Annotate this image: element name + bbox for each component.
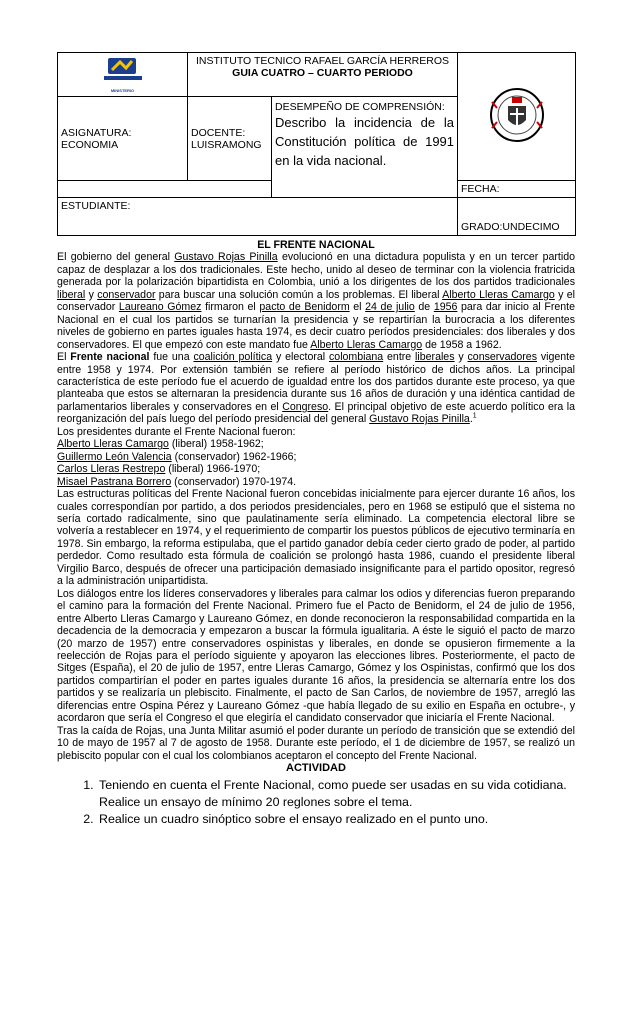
link-coalicion-politica[interactable]: coalición política <box>193 351 273 364</box>
performance-cell <box>272 97 458 198</box>
activity-item: 2. Realice un cuadro sinóptico sobre el ensayo realizado en el punto uno. <box>97 811 575 828</box>
document-page <box>57 52 575 828</box>
link-conservador[interactable]: conservador <box>97 288 156 301</box>
president-detail: (conservador) 1970-1974. <box>171 475 297 488</box>
link-1956[interactable]: 1956 <box>433 301 458 314</box>
president-detail: (liberal) 1958-1962; <box>168 438 264 451</box>
link-president-name[interactable]: Guillermo León Valencia <box>57 450 172 463</box>
right-logo-cell <box>458 53 576 181</box>
text-run: entre <box>383 351 416 364</box>
header-table <box>57 52 576 236</box>
text-run: para buscar una solución común a los problemas. El liberal <box>155 288 443 301</box>
grade-cell <box>458 198 576 236</box>
text-run: y <box>454 351 468 364</box>
link-president-name[interactable]: Carlos Lleras Restrepo <box>57 463 166 476</box>
president-detail: (liberal) 1966-1970; <box>165 463 261 476</box>
text-run: y el conservador <box>57 288 575 314</box>
document-title: EL FRENTE NACIONAL <box>257 239 375 251</box>
teacher-cell <box>188 97 272 181</box>
guide-title: GUIA CUATRO – CUARTO PERIODO <box>232 67 413 79</box>
teacher-label: DOCENTE: <box>191 126 246 139</box>
president-item <box>57 476 575 488</box>
ministry-logo-text: MINISTERIO <box>110 88 135 93</box>
text-run: evolucionó en una dictadura populista y en un tercer partido capaz de desplazar a los dos tradicionales. Este hecho, unido al deseo de terminar con la violencia fratricida generada por la polarización bipartidista en Colombia, unió a los dirigentes de los dos partidos tradicionales <box>57 251 576 289</box>
document-body <box>57 239 575 774</box>
text-run: el <box>349 301 366 314</box>
grade-label: GRADO:UNDECIMO <box>461 221 560 233</box>
text-run: . <box>469 413 473 426</box>
text-run: firmaron el <box>201 301 260 314</box>
date-cell <box>458 181 576 198</box>
link-liberal[interactable]: liberal <box>57 288 86 301</box>
link-congreso[interactable]: Congreso <box>282 400 329 413</box>
text-run: y electoral <box>272 351 329 364</box>
paragraph-4: Los diálogos entre los líderes conservadores y liberales para calmar los odios y diferencias fueron preparando el camino para la formación del Frente Nacional. Primero fue el Pacto de Benidorm, el 24 de julio de 1956, entre Alberto Lleras Camargo y Laureano Gómez, en donde reconocieron la responsabilidad compartida en la decadencia de la democracia y empezaron a buscar la fórmula igualitaria. A éste le siguió el pacto de marzo (20 marzo de 1957) entre conservadores ospinistas y liberales, en donde se opusieron firmemente a la reelección de Rojas para el período siguiente y apoyaron las elecciones libres. Posteriormente, el pacto de Sitges (España), el 20 de julio de 1957, entre Lleras Camargo, Gómez y los Ospinistas, confirmó que los dos partidos compartirían el poder en partes iguales durante 16 años, la presidencia se alternaría entre los dos partidos y se realizaría un plebiscito. Finalmente, el pacto de San Carlos, de noviembre de 1957, arregló las diferencias entre Ospina Pérez y Laureano Gómez -que había llegado de su exilio en España en octubre-, y acordaron que sería el Congreso el que elegiría el candidato conservador que iniciaría el Frente Nacional. <box>57 587 575 725</box>
subject-cell <box>58 97 188 181</box>
text-run: . El principal objetivo de este acuerdo político era la reorganización del país luego del período presidencial del general <box>57 400 575 426</box>
link-alberto-lleras-camargo-2[interactable]: Alberto Lleras Camargo <box>310 338 423 351</box>
link-laureano-gomez[interactable]: Laureano Gómez <box>118 301 202 314</box>
bold-term: Frente nacional <box>70 351 150 364</box>
president-detail: (conservador) 1962-1966; <box>171 450 297 463</box>
paragraph-5: Tras la caída de Rojas, una Junta Militar asumió el poder durante un período de transición que se extendió del 10 de mayo de 1957 al 7 de agosto de 1958. Durante este período, el 1 de diciembre de 1957, se realizó un plebiscito popular con el cual los colombianos aceptaron el concepto del Frente Nacional. <box>57 724 575 762</box>
paragraph-1 <box>57 251 575 351</box>
institution-cell <box>188 53 458 97</box>
activity-list <box>57 777 575 828</box>
text-run: y <box>85 288 98 301</box>
president-item <box>57 438 575 450</box>
paragraph-2 <box>57 351 575 426</box>
activity-item: 1. Teniendo en cuenta el Frente Nacional, como puede ser usadas en su vida cotidiana. Realice un ensayo de mínimo 20 reglones sobre el tema. <box>97 777 575 811</box>
text-run: vigente entre 1958 y 1974. Por extensión también se refiere al período histórico de dichos años. La principal característica de este período fue el acuerdo de igualdad entre los dos partidos durante este proceso, ya que planteaba que estos se alternaran la presidencia durante sus 16 años de duración y una idéntica cantidad de parlamentarios liberales y conservadores en el <box>57 351 576 413</box>
link-conservadores[interactable]: conservadores <box>467 351 537 364</box>
link-president-name[interactable]: Misael Pastrana Borrero <box>57 475 172 488</box>
text-run: para dar inicio al Frente Nacional en el cual los partidos se turnarían la presidencia y se repartirían la burocracia a los diferentes niveles de gobierno en partes iguales hasta 1974, es decir cuatro períodos presidenciales: dos liberales y dos conservadores. El que empezó con este mandato fue <box>57 301 575 351</box>
text-run: El <box>57 351 71 364</box>
link-liberales[interactable]: liberales <box>415 351 455 364</box>
link-alberto-lleras-camargo[interactable]: Alberto Lleras Camargo <box>442 288 555 301</box>
text-run: de 1958 a 1962. <box>422 338 502 351</box>
date-label: FECHA: <box>461 183 500 195</box>
student-label: ESTUDIANTE: <box>61 200 131 212</box>
spacer-cell <box>58 181 272 198</box>
performance-label: DESEMPEÑO DE COMPRENSIÓN: <box>275 101 445 113</box>
president-item <box>57 463 575 475</box>
link-pacto-de-benidorm[interactable]: pacto de Benidorm <box>259 301 350 314</box>
text-run: fue una <box>149 351 194 364</box>
activity-title: ACTIVIDAD <box>286 762 346 775</box>
text-run: de <box>414 301 434 314</box>
left-logo-cell <box>58 53 188 97</box>
school-crest-icon <box>488 86 546 144</box>
ministry-logo-icon <box>102 56 144 86</box>
student-cell <box>58 198 458 236</box>
text-run: El gobierno del general <box>57 251 175 264</box>
president-item <box>57 451 575 463</box>
presidents-intro: Los presidentes durante el Frente Nacional fueron: <box>57 425 296 438</box>
paragraph-3: Las estructuras políticas del Frente Nacional fueron concebidas inicialmente para ejercer durante 16 años, los cuales correspondían por partido, a dos periodos presidenciales, pero en 1968 se estipuló que el sistema no sería cortado radicalmente, sino que paulatinamente sería eliminado. La competencia electoral libre se volvería a restablecer en 1974, y el requerimiento de compartir los puestos públicos de ejecutivo terminaría en 1978. Sin embargo, la reforma estipulaba, que el partido ganador debía ceder cierto grado de poder, al partido perdedor. Como resultado esta fórmula de coalición se prolongó hasta 1986, cuando el presidente liberal Virgilio Barco, después de ofrecer una participación demasiado insignificante para el partido opositor, regresó a la administración unipartidista. <box>57 488 575 588</box>
subject-label: ASIGNATURA: <box>61 126 132 139</box>
link-president-name[interactable]: Alberto Lleras Camargo <box>57 438 169 451</box>
link-gustavo-rojas-pinilla-2[interactable]: Gustavo Rojas Pinilla <box>369 413 470 426</box>
link-24-de-julio[interactable]: 24 de julio <box>365 301 415 314</box>
subject-value: ECONOMIA <box>61 138 119 151</box>
footnote-marker[interactable]: 1 <box>472 412 477 420</box>
institution-name: INSTITUTO TECNICO RAFAEL GARCÍA HERREROS <box>196 55 450 67</box>
link-gustavo-rojas-pinilla[interactable]: Gustavo Rojas Pinilla <box>174 251 278 264</box>
link-colombiana[interactable]: colombiana <box>329 351 384 364</box>
teacher-value: LUISRAMONG <box>191 138 262 151</box>
performance-text: Describo la incidencia de la Constitución política de 1991 en la vida nacional. <box>275 115 455 168</box>
